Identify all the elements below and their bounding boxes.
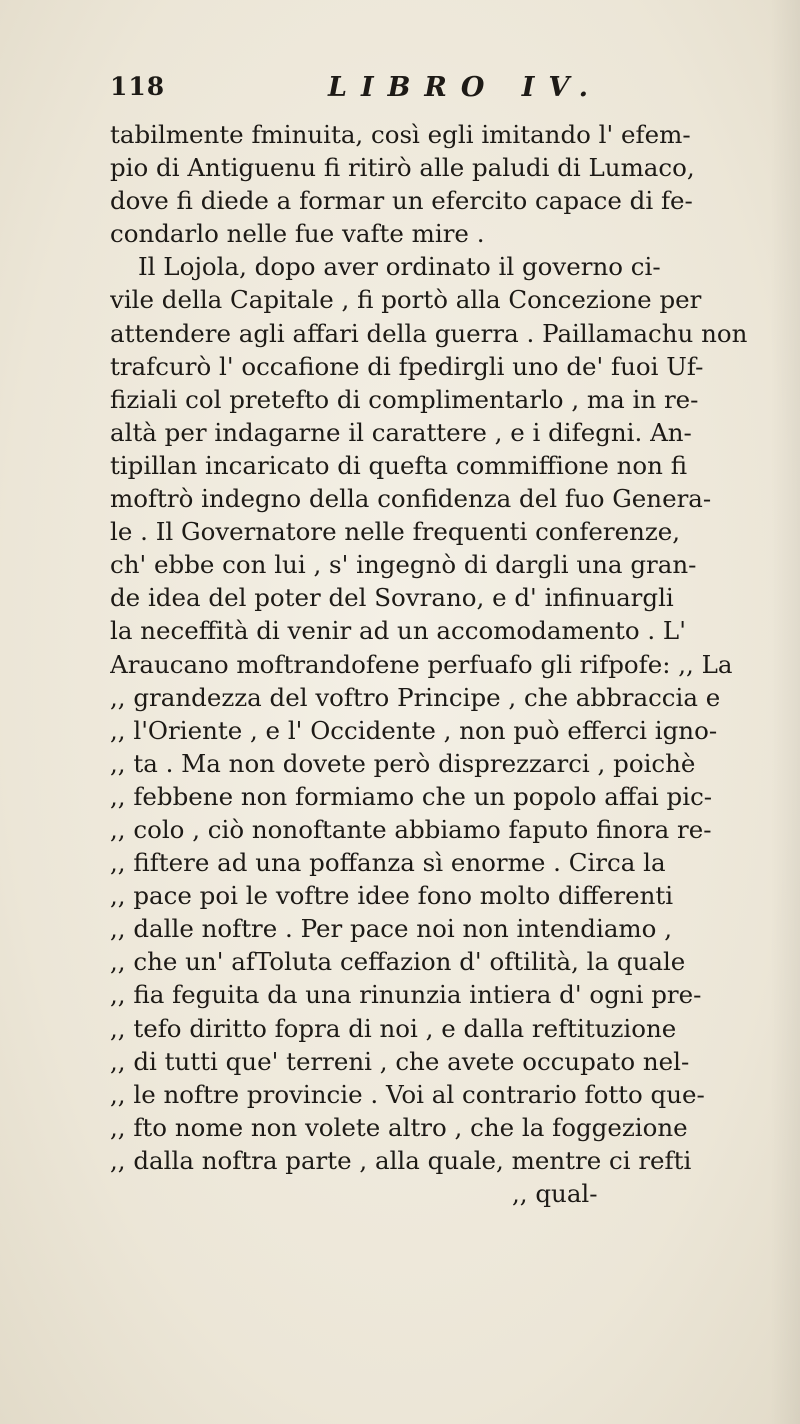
catchword: ,, qual- — [512, 1179, 598, 1208]
quoted-line: ,, di tutti que' terreni , che avete occupato nel- — [110, 1046, 690, 1076]
text-line: pio di Antiguenu fi ritirò alle paludi di Lumaco, — [110, 153, 695, 183]
text-line: altà per indagarne il carattere , e i difegni. An- — [110, 417, 692, 447]
text-line: fiziali col pretefto di complimentarlo , ma in re- — [110, 384, 699, 414]
paragraph-start-line: Il Lojola, dopo aver ordinato il governo ci- — [138, 252, 661, 282]
page-edge-shadow — [770, 0, 800, 1424]
text-line: moftrò indegno della confidenza del fuo Genera- — [110, 484, 712, 514]
text-line: trafcurò l' occafione di fpedirgli uno de' fuoi Uf- — [110, 351, 704, 381]
quoted-line: ,, pace poi le voftre idee fono molto differenti — [110, 881, 674, 911]
quoted-line: ,, che un' afToluta ceffazion d' oftilità, la quale — [110, 947, 686, 977]
text-line: attendere agli affari della guerra . Paillamachu non — [110, 318, 748, 348]
running-head — [110, 72, 710, 116]
body-text — [110, 118, 750, 1210]
text-line: tipillan incaricato di quefta commiffione non fi — [110, 450, 688, 480]
quoted-line: ,, tefo diritto fopra di noi , e dalla reftituzione — [110, 1013, 677, 1043]
page-number: 118 — [110, 72, 166, 101]
quoted-line: ,, dalla noftra parte , alla quale, mentre ci refti — [110, 1145, 692, 1175]
quoted-line: ,, fiftere ad una poffanza sì enorme . Circa la — [110, 848, 666, 878]
text-line: la neceffità di venir ad un accomodamento . L' — [110, 616, 686, 646]
quoted-line: ,, fia feguita da una rinunzia intiera d' ogni pre- — [110, 980, 702, 1010]
text-line: vile della Capitale , fi portò alla Concezione per — [110, 285, 702, 315]
quoted-line: ,, dalle noftre . Per pace noi non intendiamo , — [110, 914, 672, 944]
quoted-line: ,, colo , ciò nonoftante abbiamo faputo finora re- — [110, 814, 712, 844]
quoted-line: ,, febbene non formiamo che un popolo affai pic- — [110, 781, 713, 811]
book-title: LIBRO IV. — [328, 72, 603, 103]
quoted-line: ,, l'Oriente , e l' Occidente , non può efferci igno- — [110, 715, 718, 745]
quoted-line: ,, fto nome non volete altro , che la foggezione — [110, 1112, 688, 1142]
quoted-line: ,, grandezza del voftro Principe , che abbraccia e — [110, 682, 721, 712]
text-line: condarlo nelle fue vafte mire . — [110, 219, 485, 249]
quoted-line: ,, ta . Ma non dovete però disprezzarci , poichè — [110, 748, 696, 778]
text-line: le . Il Governatore nelle frequenti conferenze, — [110, 517, 681, 547]
quoted-line: ,, le noftre provincie . Voi al contrario fotto que- — [110, 1079, 705, 1109]
text-line: dove fi diede a formar un efercito capace di fe- — [110, 186, 693, 216]
text-line: tabilmente fminuita, così egli imitando l' efem- — [110, 120, 691, 149]
text-line: ch' ebbe con lui , s' ingegnò di dargli una gran- — [110, 550, 697, 580]
text-line: de idea del poter del Sovrano, e d' infinuargli — [110, 583, 674, 613]
text-line: Araucano moftrandofene perfuafo gli rifpofe: ,, La — [110, 649, 733, 679]
